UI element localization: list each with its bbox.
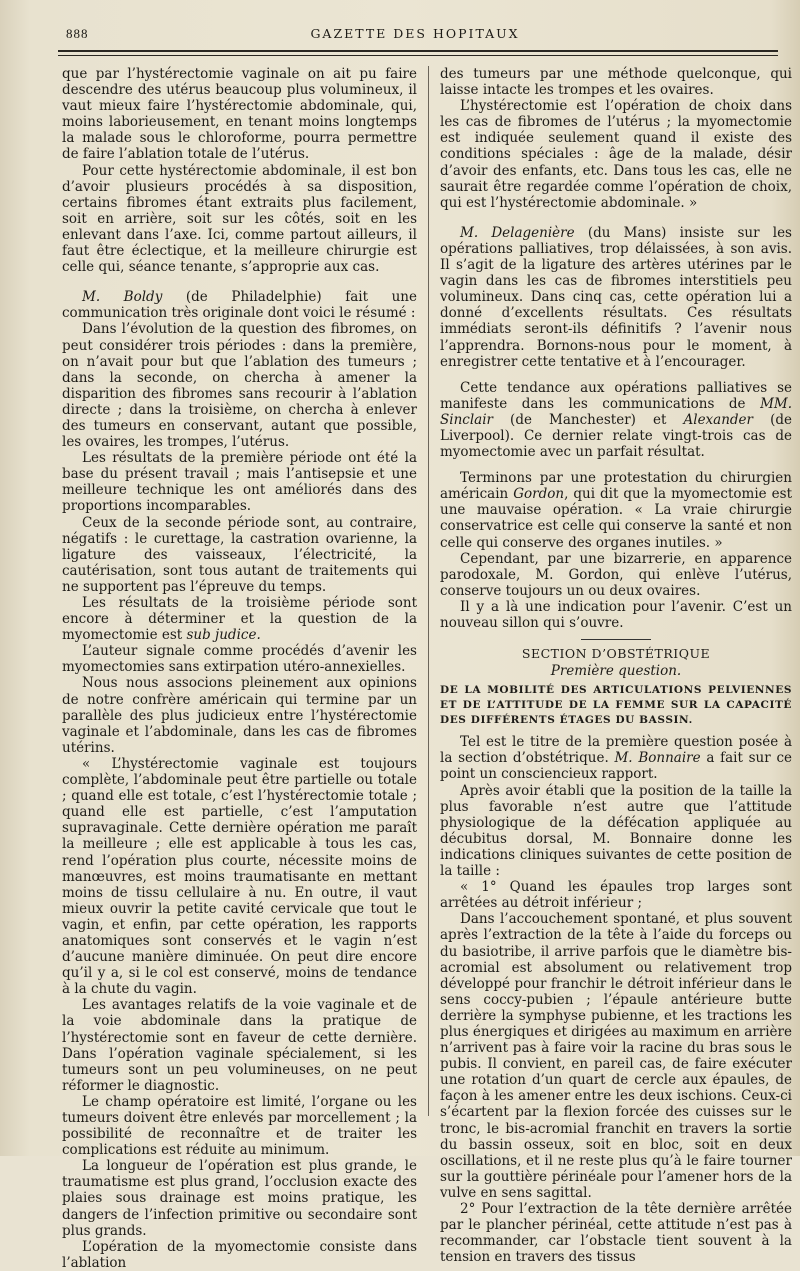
paragraph: Nous nous associons pleinement aux opinions de notre confrère américain qui termine par un parallèle des plus judicieux entre l’hystérectomie vaginale et l’abdominale, dans les cas de fibromes utérins. [62, 675, 417, 756]
question-heading: DE LA MOBILITÉ DES ARTICULATIONS PELVIENNES ET DE L’ATTITUDE DE LA FEMME SUR LA CAPACITÉ DES DIFFÉRENTS ÉTAGES DU BASSIN. [440, 684, 792, 727]
paragraph: des tumeurs par une méthode quelconque, qui laisse intacte les trompes et les ovaires. [440, 66, 792, 99]
paragraph: Ceux de la seconde période sont, au contraire, négatifs : le curettage, la castration ovarienne, la ligature des vaisseaux, l’électricité, la cautérisation, sont tous autant de traitements qui ne supportent pas l’épreuve du temps. [62, 514, 417, 595]
paragraph-text: (de Philadelphie) fait une communication très originale dont voici le résumé : [62, 289, 417, 322]
author-name: MM. Sinclair [440, 395, 792, 428]
paragraph: 2° Pour l’extraction de la tête dernière arrêtée par le plancher périnéal, cette attitude n’est pas à recommander, car l’obstacle tient souvent à la tension en travers des tissus [440, 1201, 792, 1266]
paragraph [440, 380, 792, 460]
left-column [62, 66, 417, 1271]
question-title: Première question. [550, 663, 682, 680]
latin-phrase: sub judice. [186, 627, 261, 644]
paragraph-text: (de Manchester) et [492, 411, 684, 428]
paragraph-text: a fait sur ce point un consciencieux rapport. [440, 750, 792, 783]
paragraph [62, 289, 417, 321]
author-name: M. Boldy [82, 289, 163, 306]
paragraph: que par l’hystérectomie vaginale on ait pu faire descendre des utérus beaucoup plus volumineux, il vaut mieux faire l’hystérectomie abdominale, qui, moins laborieusement, en tenant moins longtemps la malade sous le chloroforme, pourra permettre de faire l’ablation totale de l’utérus. [62, 66, 417, 163]
page-header [62, 24, 768, 46]
author-name: M. Delagenière [460, 224, 575, 241]
section-separator [581, 639, 651, 640]
header-rule-thin [58, 55, 778, 56]
author-name: Gordon [513, 486, 565, 503]
paragraph: Il y a là une indication pour l’avenir. C’est un nouveau sillon qui s’ouvre. [440, 598, 792, 631]
paragraph [440, 225, 792, 370]
paragraph: Après avoir établi que la position de la taille la plus favorable n’est autre que l’attitude physiologique de la défécation appliquée au décubitus dorsal, M. Bonnaire donne les indications cliniques suivantes de cette position de la taille : [440, 782, 792, 880]
paragraph: L’auteur signale comme procédés d’avenir les myomectomies sans extirpation utéro-annexielles. [62, 643, 417, 676]
paragraph [440, 734, 792, 782]
paragraph-text: , qui dit que la myomectomie est une mauvaise opération. « La vraie chirurgie conservatrice est celle qui conserve la santé et non celle qui conserve des organes inutiles. » [440, 486, 792, 551]
paragraph-text: (du Mans) insiste sur les opérations palliatives, trop délaissées, à son avis. Il s’agit de la ligature des artères utérines par le vagin dans les cas de fibromes interstitiels peu volumineux. Dans cinq cas, cette opération lui a donné d’excellents résultats. Ces résultats immédiats seront-ils définitifs ? l’avenir nous l’apprendra. Bornons-nous pour le moment, à enregistrer cette tentative et à l’encourager. [440, 224, 792, 370]
paragraph-text: (de Liverpool). Ce dernier relate vingt-trois cas de myomectomie avec un parfait résultat. [440, 411, 792, 461]
paragraph: Dans l’évolution de la question des fibromes, on peut considérer trois périodes : dans la première, on n’avait pour but que l’ablation des tumeurs ; dans la seconde, on chercha à amener la disparition des fibromes sans recourir à l’ablation directe ; dans la troisième, on chercha à enlever des tumeurs en conservant, autant que possible, les ovaires, les trompes, l’utérus. [62, 321, 417, 451]
paragraph-text: Tel est le titre de la première question posée à la section d’obstétrique. [440, 734, 792, 767]
paragraph: Le champ opératoire est limité, l’organe ou les tumeurs doivent être enlevés par morcellement ; la possibilité de reconnaître et de traiter les complications est réduite au minimum. [62, 1093, 417, 1159]
paragraph-text: Terminons par une protestation du chirurgien américain [440, 470, 792, 503]
right-column [440, 66, 792, 1265]
paragraph [62, 595, 417, 643]
paragraph: « 1° Quand les épaules trop larges sont arrêtées au détroit inférieur ; [440, 879, 792, 912]
section-title: SECTION D’OBSTÉTRIQUE [521, 646, 711, 662]
paragraph-text: Cette tendance aux opérations palliatives se manifeste dans les communications de [440, 379, 792, 412]
paragraph: Les avantages relatifs de la voie vaginale et de la voie abdominale dans la pratique de l’hystérectomie sont en faveur de cette dernière. Dans l’opération vaginale spécialement, si les tumeurs sont un peu volumineuses, on ne peut réformer le diagnostic. [62, 997, 417, 1094]
paragraph: L’opération de la myomectomie consiste dans l’ablation [62, 1238, 417, 1271]
column-divider [428, 66, 429, 1116]
page-number: 888 [66, 26, 89, 41]
paragraph: Dans l’accouchement spontané, et plus souvent après l’extraction de la tête à l’aide du forceps ou du basiotribe, il arrive parfois que le diamètre bis-acromial est absolument ou relativement trop développé pour franchir le détroit inférieur dans le sens coccy-pubien ; l’épaule antérieure butte derrière la symphyse pubienne, et les tractions les plus énergiques et dirigées au maximum en arrière n’arrivent pas à faire voir la racine du bras sous le pubis. Il convient, en pareil cas, de faire exécuter une rotation d’un quart de cercle aux épaules, de façon à les amener entre les deux ischions. Ceux-ci s’écartent par la flexion forcée des cuisses sur le tronc, le bis-acromial franchit en travers la sortie du bassin osseux, soit en bloc, soit en deux oscillations, et il ne reste plus qu’à le faire tourner sur la gouttière périnéale pour l’amener hors de la vulve en sens sagittal. [440, 911, 792, 1201]
paragraph: « L’hystérectomie vaginale est toujours complète, l’abdominale peut être partielle ou totale ; quand elle est totale, c’est l’hystérectomie totale ; quand elle est partielle, c’est l’amputation supravaginale. Cette dernière opération me paraît la meilleure ; elle est applicable à tous les cas, rend l’opération plus courte, nécessite moins de manœuvres, est moins traumatisante en mettant moins de tissu cellulaire à nu. En outre, il vaut mieux ouvrir la petite cavité cervicale que tout le vagin, et enfin, par cette opération, les rapports anatomiques sont conservés et le vagin n’est d’aucune manière diminuée. On peut dire encore qu’il y a, si le col est conservé, moins de tendance à la chute du vagin. [62, 755, 417, 998]
journal-title: GAZETTE DES HOPITAUX [310, 26, 520, 41]
author-name: M. Bonnaire [614, 750, 701, 767]
paragraph: Les résultats de la première période ont été la base du présent travail ; mais l’antisepsie et une meilleure technique les ont améliorés dans des proportions incomparables. [62, 450, 417, 515]
header-rule-thick [58, 50, 778, 52]
author-name: Alexander [683, 411, 753, 428]
paragraph: Pour cette hystérectomie abdominale, il est bon d’avoir plusieurs procédés à sa disposition, certains fibromes étant extraits plus facilement, soit en arrière, soit sur les côtés, soit en les enlevant dans l’axe. Ici, comme partout ailleurs, il faut être éclectique, et la meilleure chirurgie est celle qui, séance tenante, s’approprie aux cas. [62, 162, 417, 276]
paragraph: La longueur de l’opération est plus grande, le traumatisme est plus grand, l’occlusion exacte des plaies sous drainage est moins pratique, les dangers de l’infection primitive ou secondaire sont plus grands. [62, 1158, 417, 1239]
paragraph-text: Les résultats de la troisième période sont encore à déterminer et la question de la myomectomie est [62, 595, 417, 644]
paragraph [440, 470, 792, 550]
paragraph: L’hystérectomie est l’opération de choix dans les cas de fibromes de l’utérus ; la myomectomie est indiquée seulement quand il existe des conditions spéciales : âge de la malade, désir d’avoir des enfants, etc. Dans tous les cas, elle ne saurait être regardée comme l’opération de choix, qui est l’hystérectomie abdominale. » [440, 98, 792, 211]
paragraph: Cependant, par une bizarrerie, en apparence parodoxale, M. Gordon, qui enlève l’utérus, conserve toujours un ou deux ovaires. [440, 550, 792, 599]
